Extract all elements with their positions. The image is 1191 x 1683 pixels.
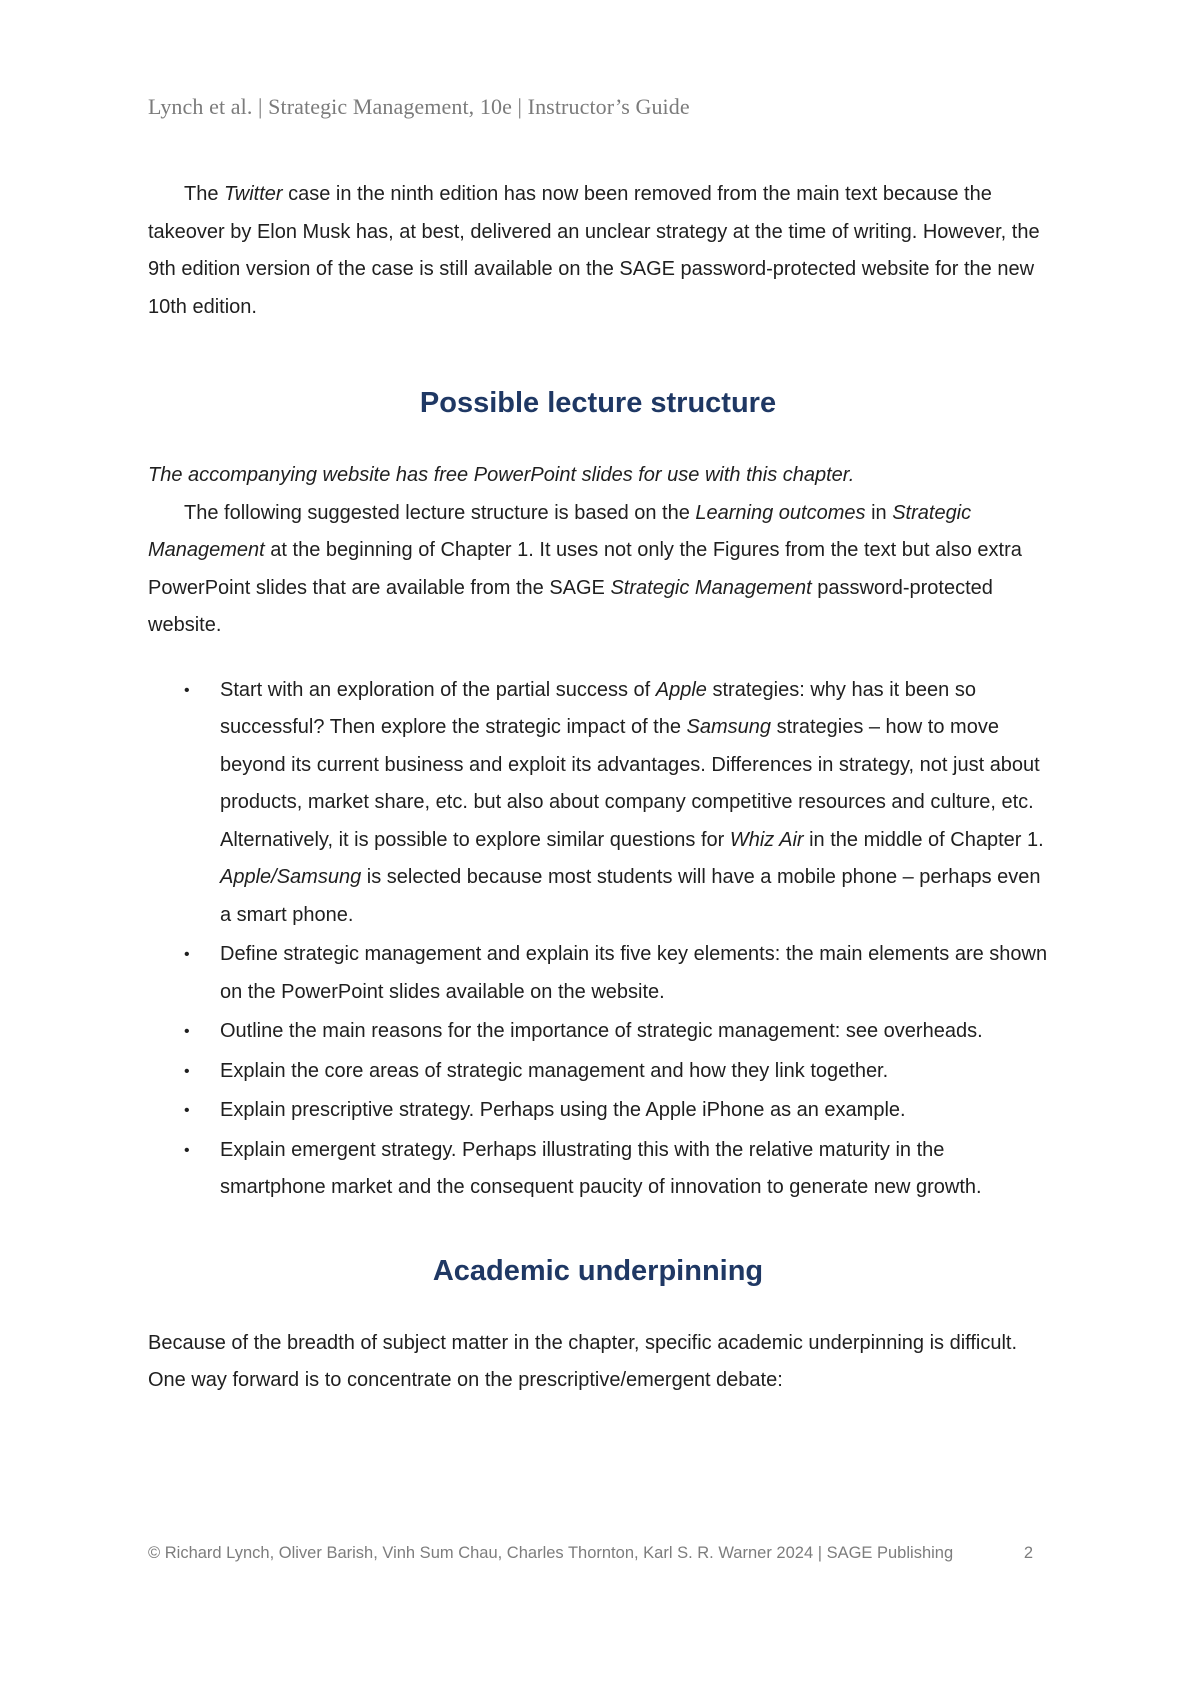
bullet-glyph: •	[184, 1023, 190, 1040]
bullet-item	[148, 1132, 1048, 1207]
heading-academic-underpinning: Academic underpinning	[432, 1254, 764, 1287]
bullet-item	[148, 672, 1048, 935]
para-text: at the beginning of Chapter 1. It uses not only the Figures from the text but also extra PowerPoint slides that are available from the SAGE	[148, 539, 1022, 599]
academic-paragraph: Because of the breadth of subject matter in the chapter, specific academic underpinning is difficult. One way forward is to concentrate on the prescriptive/emergent debate:	[148, 1331, 1018, 1391]
bullet-text: Explain emergent strategy. Perhaps illustrating this with the relative maturity in the smartphone market and the consequent paucity of innovation to generate new growth.	[220, 1138, 982, 1198]
heading-lecture-structure: Possible lecture structure	[419, 387, 777, 419]
bullet-item	[148, 1053, 1048, 1091]
bullet-text: Outline the main reasons for the importance of strategic management: see overheads.	[220, 1020, 983, 1042]
bullet-glyph: •	[184, 681, 190, 699]
bullet-emphasis: Apple/Samsung	[220, 866, 362, 888]
bullet-glyph: •	[184, 946, 190, 963]
bullet-text: strategies – how to move beyond its current business and exploit its advantages. Differences in strategy, not just about products, market share, etc. but also about company competitive resources and culture, etc. Alternatively, it is possible to explore similar questions for	[220, 716, 1040, 851]
bullet-text: in the middle of Chapter 1.	[803, 828, 1044, 851]
bullet-text: Define strategic management and explain its five key elements: the main elements are shown on the PowerPoint slides available on the website.	[220, 943, 1048, 1003]
para-emphasis: Learning outcomes	[695, 501, 866, 524]
copyright-text: © Richard Lynch, Oliver Barish, Vinh Sum Chau, Charles Thornton, Karl S. R. Warner 2024 | SAGE Publishing	[148, 1544, 954, 1562]
bullet-emphasis: Whiz Air	[729, 828, 804, 851]
intro-text-2: case in the ninth edition has now been removed from the main text because the takeover by Elon Musk has, at best, delivered an unclear strategy at the time of writing. However, the 9th edition version of the case is still available on the SAGE password-protected website for the new 10th edition.	[148, 183, 1040, 318]
bullet-glyph: •	[184, 1062, 190, 1080]
para-emphasis: Strategic Management	[148, 501, 972, 561]
lecture-intro-paragraph	[148, 495, 1048, 645]
para-text: in	[865, 501, 893, 524]
bullet-text: Start with an exploration of the partial success of	[220, 678, 656, 701]
bullet-emphasis: Apple	[655, 678, 707, 701]
bullet-text: strategies: why has it been so successful? Then explore the strategic impact of the	[220, 678, 976, 738]
running-header: Lynch et al. | Strategic Management, 10e | Instructor’s Guide	[148, 94, 690, 119]
bullet-item	[148, 1013, 1048, 1051]
bullet-text: is selected because most students will have a mobile phone – perhaps even a smart phone.	[220, 866, 1041, 926]
bullet-text: Explain prescriptive strategy. Perhaps using the Apple iPhone as an example.	[220, 1099, 906, 1121]
para-text: password-protected website.	[148, 576, 993, 636]
intro-text-1: The	[184, 183, 225, 205]
bullet-emphasis: Samsung	[686, 716, 772, 738]
page-number: 2	[1023, 1544, 1033, 1562]
intro-emphasis: Twitter	[224, 183, 283, 205]
para-text: The following suggested lecture structure is based on the	[184, 501, 696, 524]
intro-paragraph	[148, 176, 1048, 326]
bullet-glyph: •	[184, 1141, 190, 1159]
slides-note: The accompanying website has free PowerPoint slides for use with this chapter.	[148, 464, 855, 486]
bullet-item	[148, 936, 1048, 1011]
bullet-item	[148, 1092, 1048, 1130]
page-content	[148, 176, 1048, 1400]
page-footer	[148, 1544, 1041, 1563]
bullet-text: Explain the core areas of strategic management and how they link together.	[220, 1059, 889, 1082]
lecture-bullet-list	[148, 672, 1048, 1207]
bullet-glyph: •	[184, 1102, 190, 1119]
para-emphasis: Strategic Management	[610, 576, 812, 599]
